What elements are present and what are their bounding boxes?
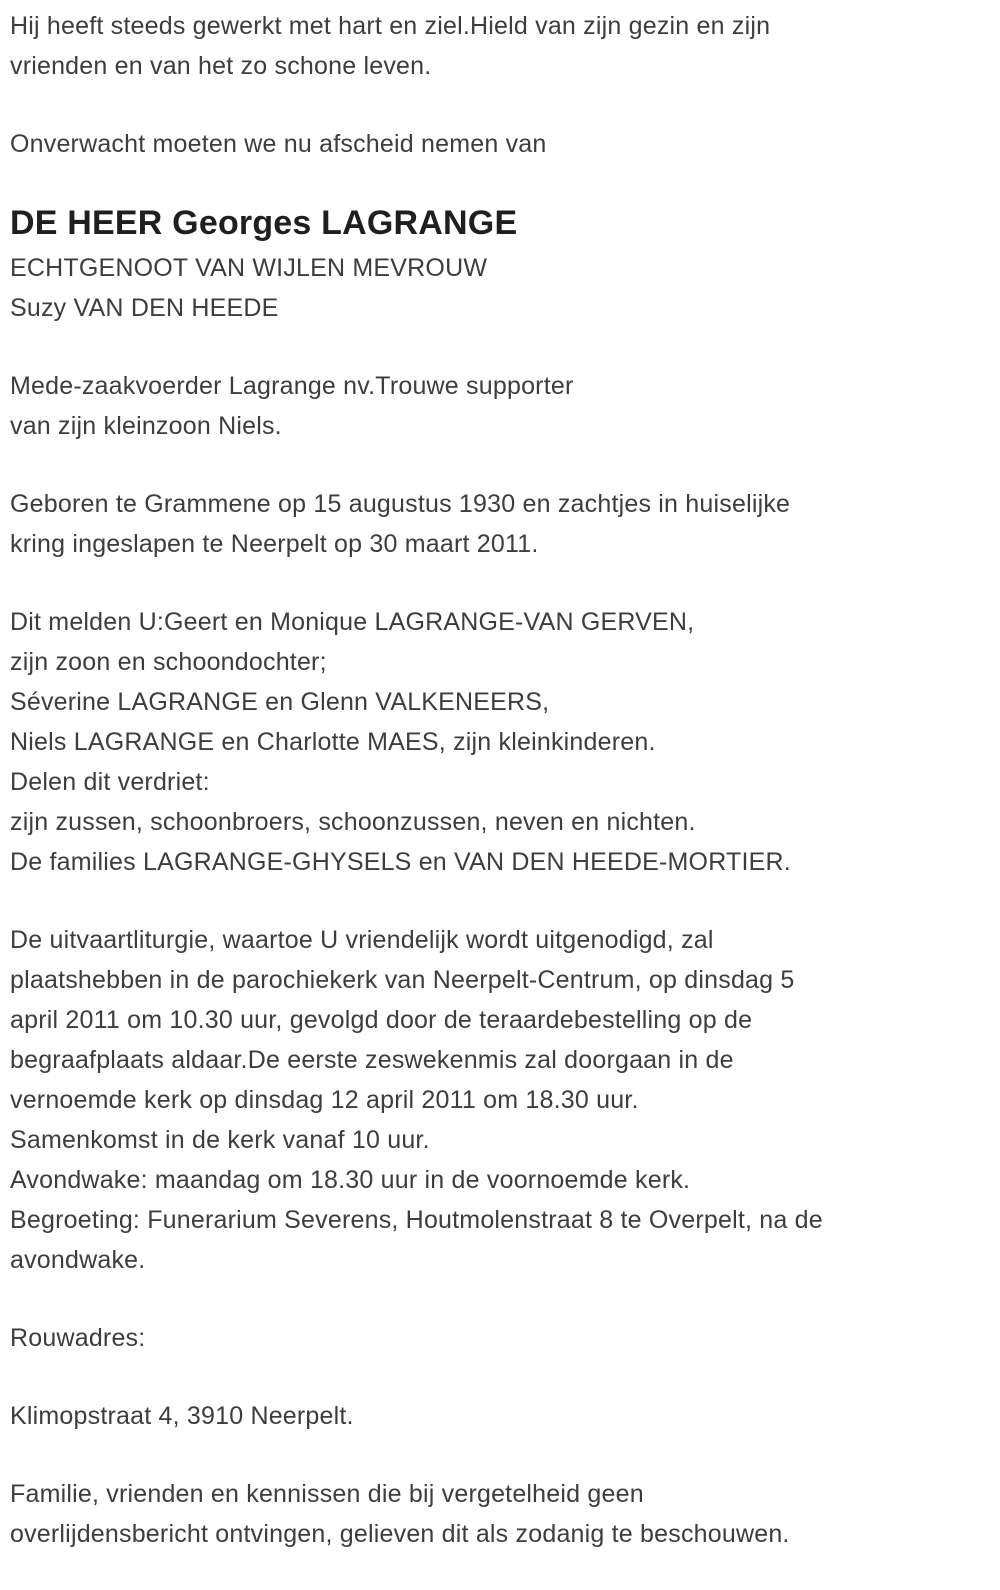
family-line: zijn zussen, schoonbroers, schoonzussen, neven en nichten. [10, 808, 696, 836]
deceased-name: DE HEER Georges LAGRANGE [10, 204, 518, 242]
mourning-address-label-paragraph [10, 1318, 988, 1358]
paragraph-gap [10, 86, 988, 124]
service-line: april 2011 om 10.30 uur, gevolgd door de teraardebestelling op de [10, 1006, 753, 1034]
intro-paragraph [10, 6, 988, 86]
paragraph-gap [10, 1358, 988, 1396]
family-line: Delen dit verdriet: [10, 768, 210, 796]
family-line: Dit melden U:Geert en Monique LAGRANGE-VAN GERVEN, [10, 608, 695, 636]
service-line: De uitvaartliturgie, waartoe U vriendelijk wordt uitgenodigd, zal [10, 926, 714, 954]
closing-paragraph [10, 1474, 988, 1554]
life-dates-line: Geboren te Grammene op 15 augustus 1930 en zachtjes in huiselijke [10, 490, 791, 518]
profession-line: van zijn kleinzoon Niels. [10, 412, 282, 440]
deceased-spouse: Suzy VAN DEN HEEDE [10, 294, 279, 322]
mourning-address-label: Rouwadres: [10, 1324, 146, 1352]
family-line: Niels LAGRANGE en Charlotte MAES, zijn kleinkinderen. [10, 728, 656, 756]
service-line: Samenkomst in de kerk vanaf 10 uur. [10, 1126, 430, 1154]
paragraph-gap [10, 1436, 988, 1474]
service-line: Begroeting: Funerarium Severens, Houtmolenstraat 8 te Overpelt, na de [10, 1206, 823, 1234]
intro-line: vrienden en van het zo schone leven. [10, 52, 432, 80]
mourning-address-paragraph [10, 1396, 988, 1436]
closing-line: Familie, vrienden en kennissen die bij vergetelheid geen [10, 1480, 644, 1508]
family-paragraph [10, 602, 988, 882]
service-line: plaatshebben in de parochiekerk van Neerpelt-Centrum, op dinsdag 5 [10, 966, 795, 994]
profession-line: Mede-zaakvoerder Lagrange nv.Trouwe supporter [10, 372, 574, 400]
life-dates-line: kring ingeslapen te Neerpelt op 30 maart 2011. [10, 530, 539, 558]
announcement-paragraph [10, 124, 988, 164]
paragraph-gap [10, 882, 988, 920]
service-line: begraafplaats aldaar.De eerste zeswekenmis zal doorgaan in de [10, 1046, 734, 1074]
deceased-block [10, 198, 988, 328]
profession-paragraph [10, 366, 988, 446]
paragraph-gap [10, 446, 988, 484]
announcement-line: Onverwacht moeten we nu afscheid nemen van [10, 130, 547, 158]
paragraph-gap [10, 564, 988, 602]
service-line: avondwake. [10, 1246, 146, 1274]
service-paragraph [10, 920, 988, 1280]
family-line: De families LAGRANGE-GHYSELS en VAN DEN HEEDE-MORTIER. [10, 848, 791, 876]
service-line: Avondwake: maandag om 18.30 uur in de voornoemde kerk. [10, 1166, 691, 1194]
intro-line: Hij heeft steeds gewerkt met hart en ziel.Hield van zijn gezin en zijn [10, 12, 771, 40]
family-line: Séverine LAGRANGE en Glenn VALKENEERS, [10, 688, 550, 716]
deceased-relation: ECHTGENOOT VAN WIJLEN MEVROUW [10, 254, 488, 282]
mourning-address-value: Klimopstraat 4, 3910 Neerpelt. [10, 1402, 354, 1430]
paragraph-gap [10, 328, 988, 366]
life-dates-paragraph [10, 484, 988, 564]
paragraph-gap [10, 164, 988, 198]
family-line: zijn zoon en schoondochter; [10, 648, 327, 676]
closing-line: overlijdensbericht ontvingen, gelieven dit als zodanig te beschouwen. [10, 1520, 790, 1548]
service-line: vernoemde kerk op dinsdag 12 april 2011 om 18.30 uur. [10, 1086, 639, 1114]
paragraph-gap [10, 1280, 988, 1318]
